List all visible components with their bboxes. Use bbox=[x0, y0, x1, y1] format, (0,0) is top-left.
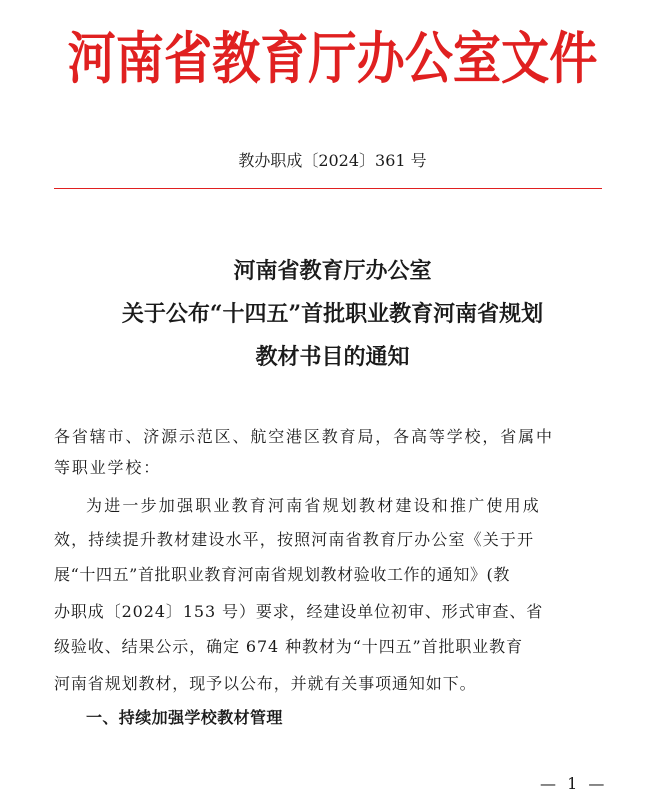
masthead-title: 河南省教育厅办公室文件 bbox=[67, 26, 598, 92]
page-number: — 1 — bbox=[540, 774, 608, 793]
notice-title-line-2: 关于公布“十四五”首批职业教育河南省规划 bbox=[121, 301, 544, 327]
notice-title-line-3: 教材书目的通知 bbox=[255, 344, 410, 370]
body-line-5: 展“十四五”首批职业教育河南省规划教材验收工作的通知》(教 bbox=[54, 565, 511, 584]
body-line-7: 级验收、结果公示，确定 674 种教材为“十四五”首批职业教育 bbox=[54, 637, 523, 656]
document-number: 教办职成〔2024〕361 号 bbox=[238, 151, 427, 170]
body-line-2: 等职业学校： bbox=[54, 458, 162, 477]
notice-title-line-1: 河南省教育厅办公室 bbox=[233, 258, 432, 284]
body-line-8: 河南省规划教材，现予以公布，并就有关事项通知如下。 bbox=[54, 674, 477, 693]
red-divider bbox=[54, 188, 602, 189]
body-line-6: 办职成〔2024〕153 号）要求，经建设单位初审、形式审查、省 bbox=[54, 602, 544, 621]
body-line-4: 效，持续提升教材建设水平，按照河南省教育厅办公室《关于开 bbox=[54, 530, 535, 549]
body-line-3: 为进一步加强职业教育河南省规划教材建设和推广使用成 bbox=[86, 496, 542, 515]
section-heading-1: 一、持续加强学校教材管理 bbox=[86, 708, 283, 727]
body-line-1: 各省辖市、济源示范区、航空港区教育局，各高等学校，省属中 bbox=[54, 427, 554, 446]
